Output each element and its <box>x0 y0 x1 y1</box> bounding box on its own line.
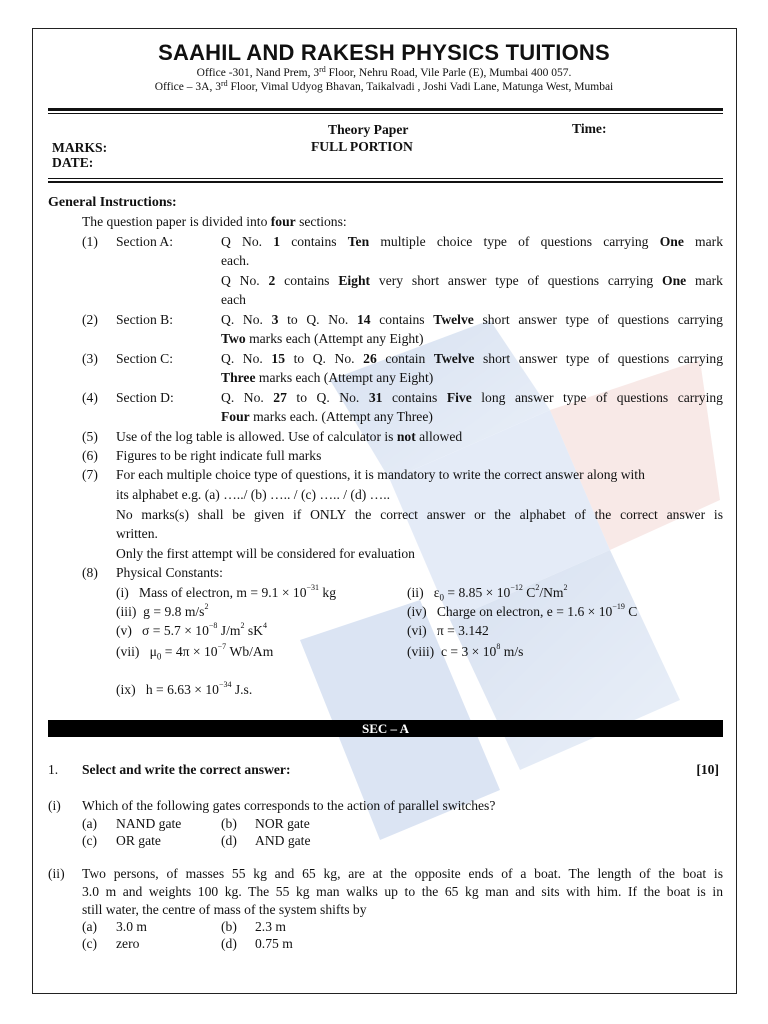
paper-type: Theory Paper <box>328 122 409 137</box>
header-rule <box>48 108 723 111</box>
portion-label: FULL PORTION <box>311 139 413 154</box>
date-label: DATE: <box>52 155 94 170</box>
address-line-1: Office -301, Nand Prem, 3rd Floor, Nehru Road, Vile Parle (E), Mumbai 400 057. <box>196 65 572 79</box>
address-line-2: Office – 3A, 3rd Floor, Vimal Udyog Bhavan, Taikalvadi , Joshi Vadi Lane, Matunga West, Mumbai <box>154 79 614 93</box>
time-label: Time: <box>572 121 607 136</box>
meta-rule <box>48 178 723 179</box>
institute-title: SAAHIL AND RAKESH PHYSICS TUITIONS <box>158 40 610 65</box>
section-a-bar: SEC – A <box>48 720 723 737</box>
marks-label: MARKS: <box>52 140 108 155</box>
instructions-heading: General Instructions: <box>48 195 177 210</box>
header-rule-thin <box>48 113 723 114</box>
instructions-intro: The question paper is divided into four sections: <box>82 214 347 229</box>
meta-rule-thick <box>48 181 723 183</box>
